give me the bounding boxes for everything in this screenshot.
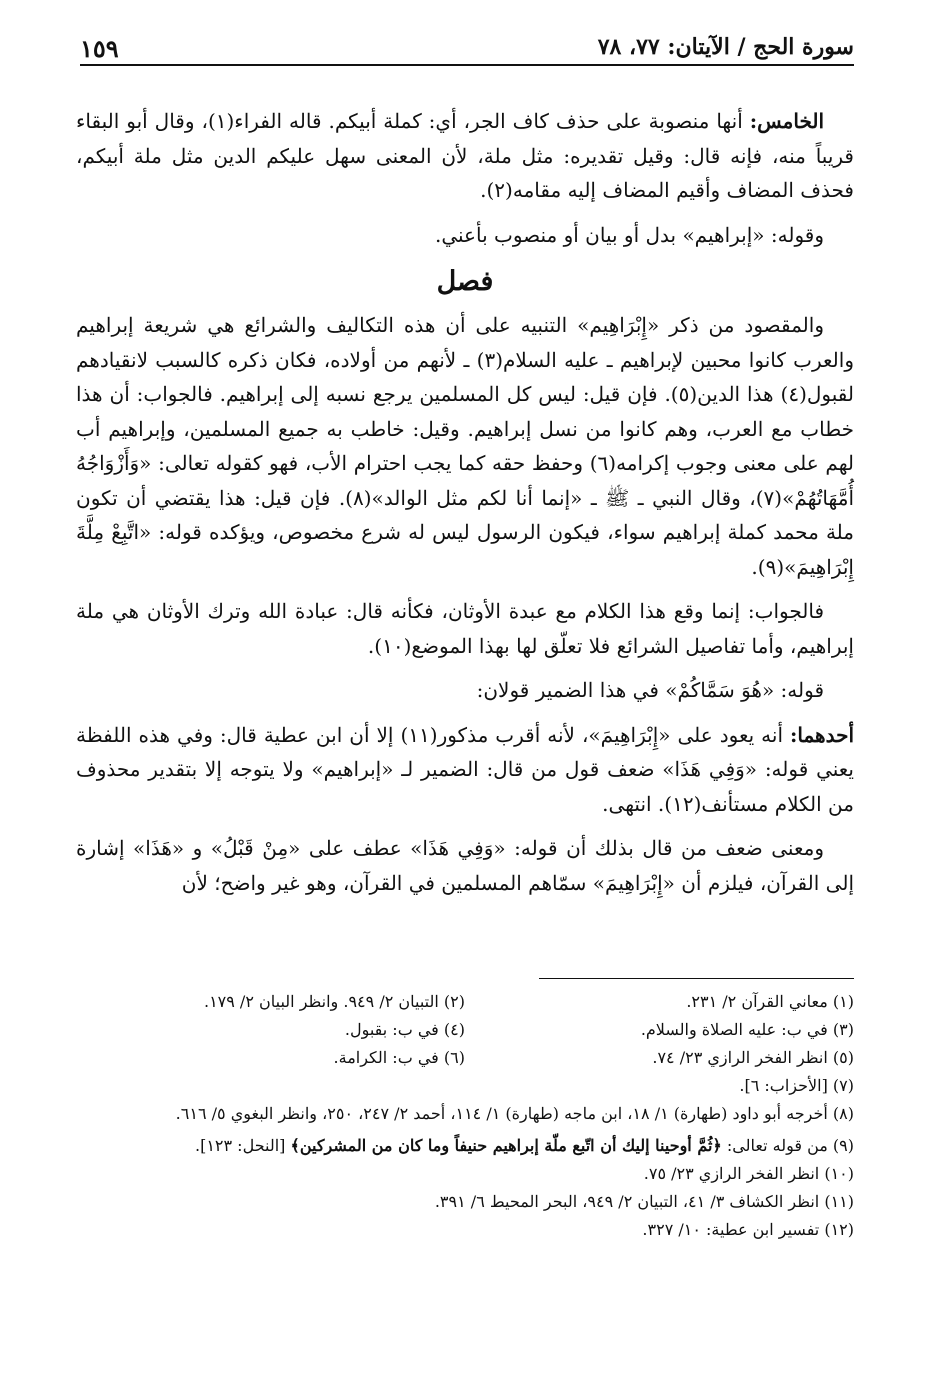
footnote-11: (١١) انظر الكشاف ٣/ ٤١، التبيان ٢/ ٩٤٩، البحر المحيط ٦/ ٣٩١. bbox=[434, 1192, 854, 1211]
paragraph-first-opinion bbox=[76, 718, 854, 822]
running-title: سورة الحج / الآيتان: ٧٧، ٧٨ bbox=[597, 34, 854, 60]
paragraph-purpose: والمقصود من ذكر «إِبْرَاهِيم» التنبيه على أن هذه التكاليف والشرائع هي شريعة إبراهيم والعرب كانوا محبين لإبراهيم ـ عليه السلام(٣) ـ لأنهم من أولاده، فكان ذكره كالسبب لانقيادهم لقبول(٤) هذا الدين(٥). فإن قيل: ليس كل المسلمين يرجع نسبه إلى إبراهيم. فالجواب: أن هذا خطاب مع العرب، وهم كانوا من نسل إبراهيم. وقيل: خاطب به جميع المسلمين، وإبراهيم أب لهم على معنى وجوب إكرامه(٦) وحفظ حقه كما يجب احترام الأب، فهو كقوله تعالى: «وَأَزْوَاجُهُ أُمَّهَاتُهُمْ»(٧)، وقال النبي ـ ﷺ ـ «إنما أنا لكم مثل الوالد»(٨). فإن قيل: هذا يقتضي أن تكون ملة محمد كملة إبراهيم سواء، فيكون الرسول ليس له شرع مخصوص، ويؤكده قوله: «اتَّبِعْ مِلَّةَ إِبْرَاهِيمَ»(٩). bbox=[76, 313, 855, 579]
footnote-separator bbox=[539, 978, 854, 979]
footnote-9-ref: [النحل: ١٢٣]. bbox=[194, 1136, 291, 1155]
footnote-7: (٧) [الأحزاب: ٦]. bbox=[739, 1076, 854, 1095]
footnote-1: (١) معاني القرآن ٢/ ٢٣١. bbox=[686, 992, 854, 1011]
footnote-row bbox=[76, 1016, 854, 1044]
footnote-12: (١٢) تفسير ابن عطية: ١٠/ ٣٢٧. bbox=[642, 1220, 854, 1239]
section-title: فصل bbox=[436, 266, 494, 297]
paragraph-text: أنه يعود على «إِبْرَاهِيمَ»، لأنه أقرب مذكور(١١) إلا أن ابن عطية قال: وفي هذه اللفظة يعني قوله: «وَفِي هَذَا» ضعف قول من قال: الضمير لـ «إبراهيم» ولا يتوجه إلا بتقدير محذوف من الكلام مستأنف(١٢). انتهى. bbox=[76, 722, 854, 816]
footnote-6: (٦) في ب: الكرامة. bbox=[333, 1048, 465, 1067]
paragraph-fifth-opinion bbox=[76, 104, 854, 208]
footnote-2: (٢) التبيان ٢/ ٩٤٩. وانظر البيان ٢/ ١٧٩. bbox=[203, 992, 465, 1011]
footnote-3: (٣) في ب: عليه الصلاة والسلام. bbox=[640, 1020, 854, 1039]
footnote-9 bbox=[76, 1132, 854, 1160]
paragraph-lead-word: الخامس: bbox=[749, 109, 824, 133]
paragraph-text: أنها منصوبة على حذف كاف الجر، أي: كملة أبيكم. قاله الفراء(١)، وقال أبو البقاء قريباً منه، فإنه قال: وقيل تقديره: مثل ملة، لأن المعنى سهل عليكم الدين مثل ملة أبيكم، فحذف المضاف وأقيم المضاف إليه مقامه(٢). bbox=[76, 109, 854, 202]
page-number: ١٥٩ bbox=[80, 34, 119, 63]
main-text bbox=[76, 104, 854, 910]
footnote-row bbox=[76, 988, 854, 1016]
footnote-8: (٨) أخرجه أبو داود (طهارة) ١/ ١٨، ابن ماجه (طهارة) ١/ ١١٤، أحمد ٢/ ٢٤٧، ٢٥٠، وانظر البغوي ٥/ ٦١٦. bbox=[175, 1104, 854, 1123]
paragraph-answer: فالجواب: إنما وقع هذا الكلام مع عبدة الأوثان، فكأنه قال: عبادة الله وترك الأوثان هي ملة إبراهيم، وأما تفاصيل الشرائع فلا تعلّق لها بهذا الموضع(١٠). bbox=[76, 599, 854, 658]
header-rule bbox=[80, 64, 854, 66]
footnote-9-intro: (٩) من قوله تعالى: bbox=[721, 1136, 854, 1155]
page-header bbox=[80, 30, 854, 68]
paragraph-pronoun: قوله: «هُوَ سَمَّاكُمْ» في هذا الضمير قولان: bbox=[476, 678, 824, 702]
footnote-row bbox=[76, 1044, 854, 1072]
paragraph-weakness: ومعنى ضعف من قال بذلك أن قوله: «وَفِي هَذَا» عطف على «مِنْ قَبْلُ» و «هَذَا» إشارة إلى القرآن، فيلزم أن «إِبْرَاهِيمَ» سمّاهم المسلمين في القرآن، وهو غير واضح؛ لأن bbox=[76, 836, 854, 895]
paragraph-lead-word: أحدهما: bbox=[790, 722, 855, 747]
footnote-10: (١٠) انظر الفخر الرازي ٢٣/ ٧٥. bbox=[643, 1164, 854, 1183]
paragraph-ibrahim-note: وقوله: «إبراهيم» بدل أو بيان أو منصوب بأعني. bbox=[434, 222, 824, 247]
footnote-5: (٥) انظر الفخر الرازي ٢٣/ ٧٤. bbox=[652, 1048, 854, 1067]
footnote-9-verse: ﴿ثُمَّ أوحينا إليك أن اتّبع ملّة إبراهيم حنيفاً وما كان من المشركين﴾ bbox=[290, 1136, 722, 1155]
footnote-4: (٤) في ب: بقبول. bbox=[344, 1020, 465, 1039]
footnotes bbox=[76, 988, 854, 1244]
